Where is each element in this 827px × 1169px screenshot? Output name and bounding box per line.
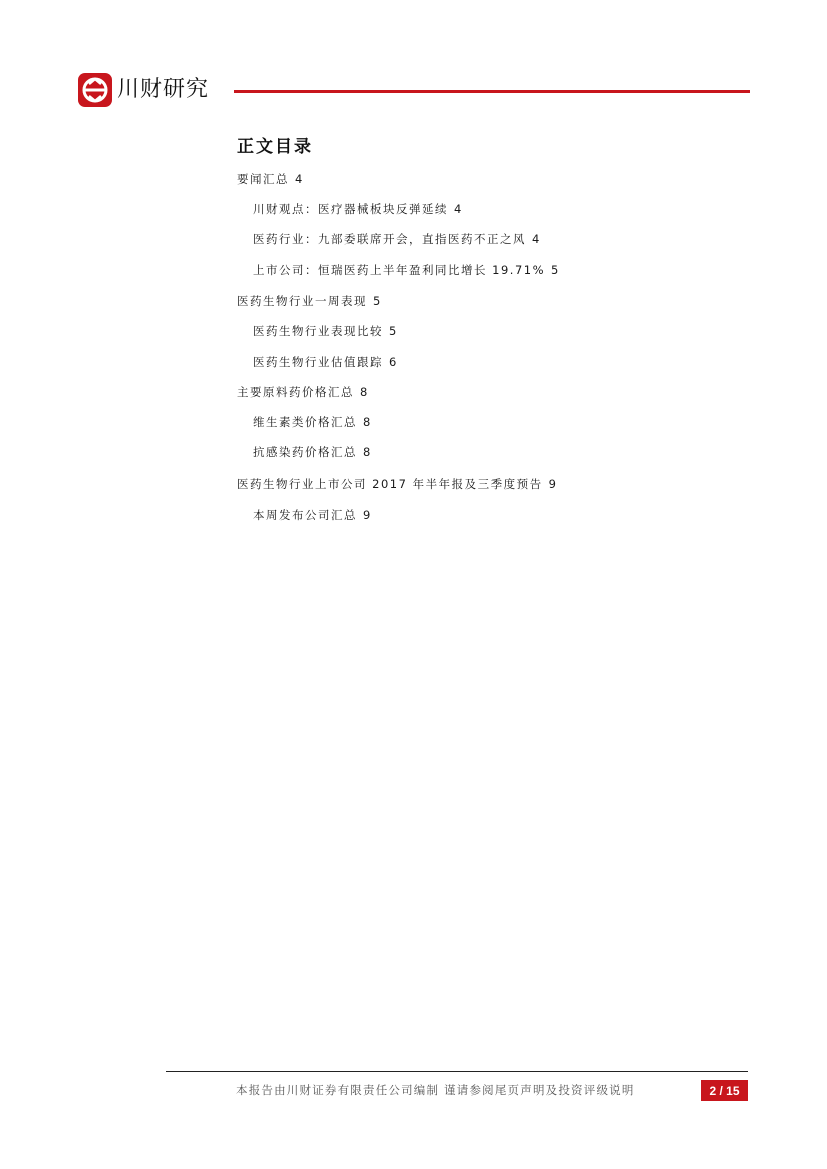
toc-entry-page: 5 (551, 263, 559, 277)
toc-entry-label: 维生素类价格汇总 (253, 415, 357, 429)
page-indicator-badge: 2 / 15 (701, 1080, 748, 1101)
toc-entry-page: 6 (389, 355, 397, 369)
toc-entry-page: 8 (360, 385, 368, 399)
footer-disclaimer: 本报告由川财证券有限责任公司编制 谨请参阅尾页声明及投资评级说明 (236, 1083, 635, 1097)
toc-entry-page: 9 (363, 508, 371, 522)
toc-entry-page: 5 (373, 294, 381, 308)
chuancai-logo-icon (78, 73, 112, 107)
toc-entry-label: 要闻汇总 (237, 172, 289, 186)
brand-name: 川财研究 (117, 77, 210, 102)
toc-entry-label: 医药生物行业一周表现 (237, 294, 367, 308)
toc-entry-page: 8 (363, 415, 371, 429)
header-rule (234, 90, 750, 93)
toc-entry-page: 5 (389, 324, 397, 338)
footer-rule (166, 1071, 748, 1072)
toc-entry-page: 9 (548, 477, 556, 491)
toc-entry-label: 川财观点：医疗器械板块反弹延续 (253, 202, 448, 216)
toc-entry-label: 医药生物行业表现比较 (253, 324, 383, 338)
toc-entry-label: 医药行业：九部委联席开会，直指医药不正之风 (253, 232, 526, 246)
toc-entry-label: 医药生物行业上市公司 2017 年半年报及三季度预告 (237, 477, 543, 491)
toc-entry-page: 4 (454, 202, 462, 216)
toc-title: 正文目录 (237, 137, 313, 157)
toc-entry-page: 4 (295, 172, 303, 186)
toc-entry-label: 上市公司：恒瑞医药上半年盈利同比增长 19.71% (253, 263, 546, 277)
toc-entry-label: 本周发布公司汇总 (253, 508, 357, 522)
toc-entry-page: 8 (363, 445, 371, 459)
toc-entry-label: 主要原料药价格汇总 (237, 385, 354, 399)
toc-entry-page: 4 (532, 232, 540, 246)
toc-entry-label: 医药生物行业估值跟踪 (253, 355, 383, 369)
toc-entry-label: 抗感染药价格汇总 (253, 445, 357, 459)
